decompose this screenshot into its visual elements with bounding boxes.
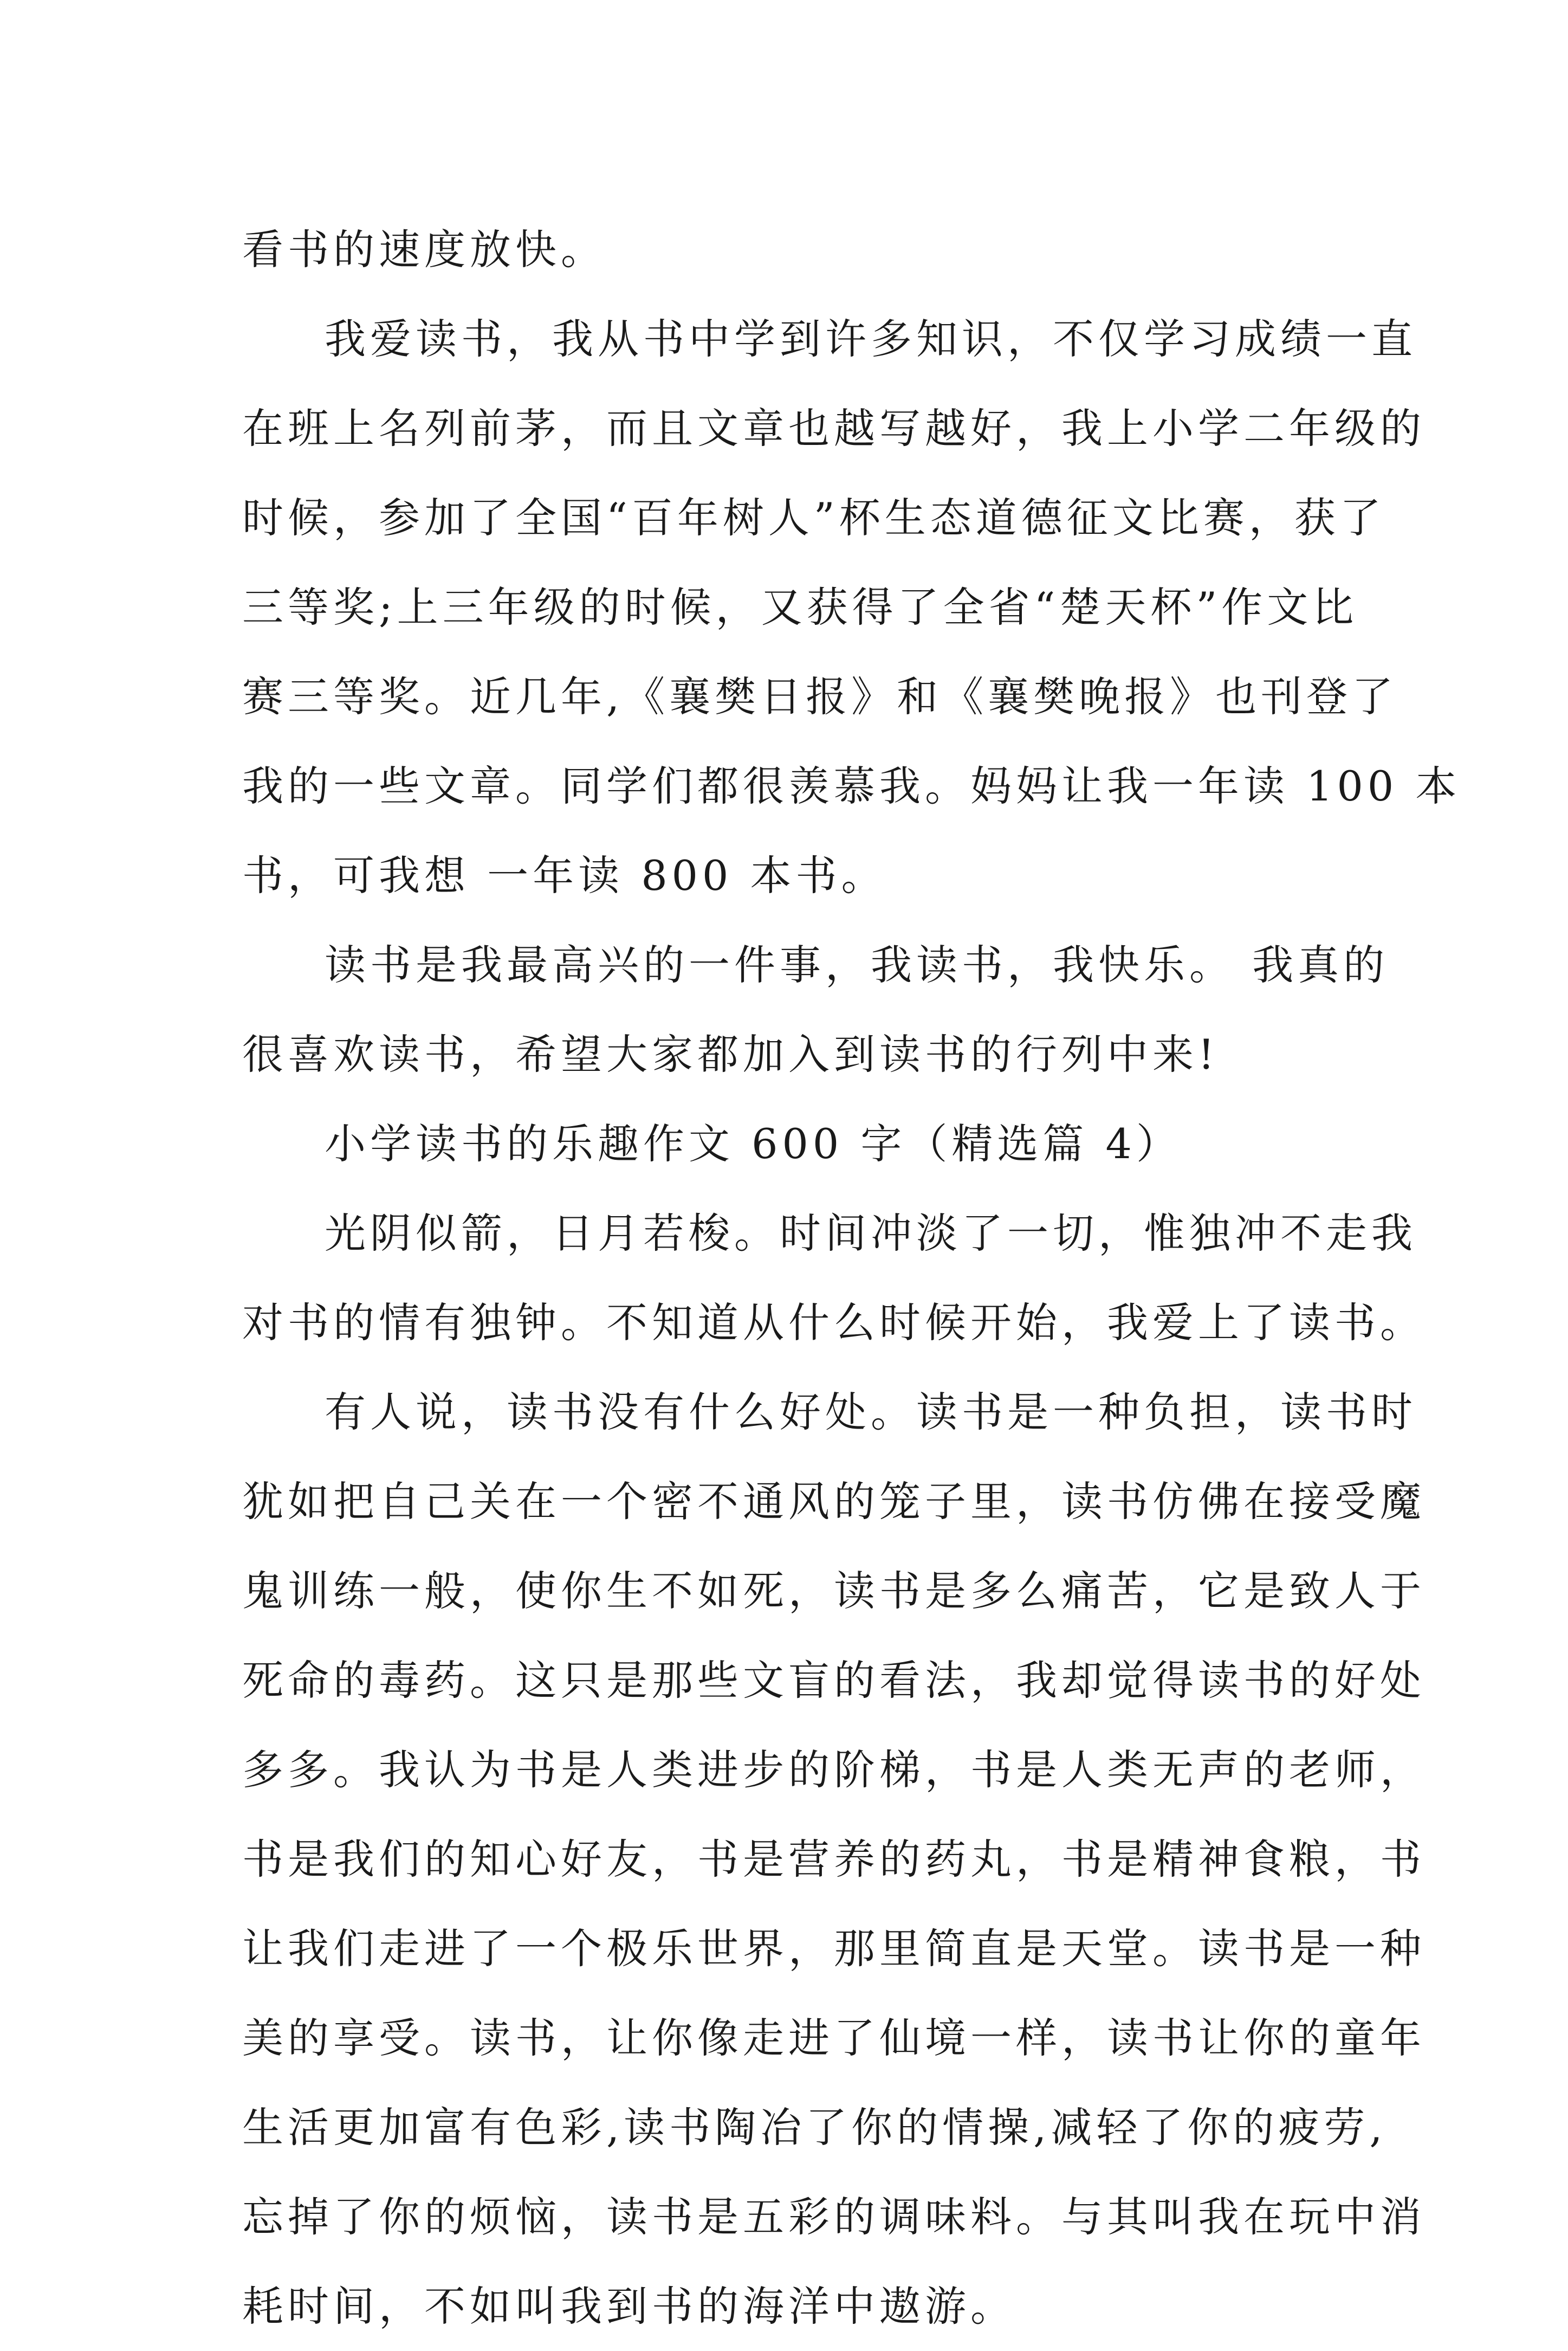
text-line: 忘掉了你的烦恼，读书是五彩的调味料。与其叫我在玩中消 <box>242 2193 1426 2241</box>
text-line: 美的享受。读书，让你像走进了仙境一样，读书让你的童年 <box>242 2014 1426 2062</box>
text-line: 我的一些文章。同学们都很羡慕我。妈妈让我一年读 100 本 <box>242 762 1461 810</box>
text-line: 书是我们的知心好友，书是营养的药丸，书是精神食粮，书 <box>242 1835 1426 1883</box>
text-line: 鬼训练一般，使你生不如死，读书是多么痛苦，它是致人于 <box>242 1567 1426 1615</box>
text-line: 多多。我认为书是人类进步的阶梯，书是人类无声的老师， <box>242 1746 1426 1794</box>
text-line: 时候，参加了全国“百年树人”杯生态道德征文比赛，获了 <box>242 494 1385 542</box>
text-line: 耗时间，不如叫我到书的海洋中遨游。 <box>242 2282 1016 2330</box>
text-line: 有人说，读书没有什么好处。读书是一种负担，读书时 <box>325 1388 1417 1436</box>
text-line: 三等奖;上三年级的时候，又获得了全省“楚天杯”作文比 <box>242 583 1358 631</box>
text-line: 读书是我最高兴的一件事，我读书，我快乐。 我真的 <box>325 941 1389 989</box>
document-body <box>242 205 1461 2351</box>
text-line: 让我们走进了一个极乐世界，那里简直是天堂。读书是一种 <box>242 1924 1426 1973</box>
text-line: 对书的情有独钟。不知道从什么时候开始，我爱上了读书。 <box>242 1299 1426 1347</box>
text-line: 书，可我想 一年读 800 本书。 <box>242 851 887 900</box>
text-line: 我爱读书，我从书中学到许多知识，不仅学习成绩一直 <box>325 315 1417 363</box>
text-line: 赛三等奖。近几年,《襄樊日报》和《襄樊晚报》也刊登了 <box>242 673 1398 721</box>
text-line: 光阴似箭，日月若梭。时间冲淡了一切，惟独冲不走我 <box>325 1209 1417 1257</box>
text-line: 看书的速度放快。 <box>242 225 606 274</box>
text-line: 在班上名列前茅，而且文章也越写越好，我上小学二年级的 <box>242 404 1426 453</box>
text-line: 死命的毒药。这只是那些文盲的看法，我却觉得读书的好处 <box>242 1656 1426 1704</box>
section-heading: 小学读书的乐趣作文 600 字（精选篇 4） <box>325 1120 1182 1168</box>
text-line: 犹如把自己关在一个密不通风的笼子里，读书仿佛在接受魔 <box>242 1477 1426 1526</box>
text-line: 很喜欢读书，希望大家都加入到读书的行列中来! <box>242 1030 1219 1078</box>
text-line: 生活更加富有色彩,读书陶冶了你的情操,减轻了你的疲劳, <box>242 2103 1387 2152</box>
